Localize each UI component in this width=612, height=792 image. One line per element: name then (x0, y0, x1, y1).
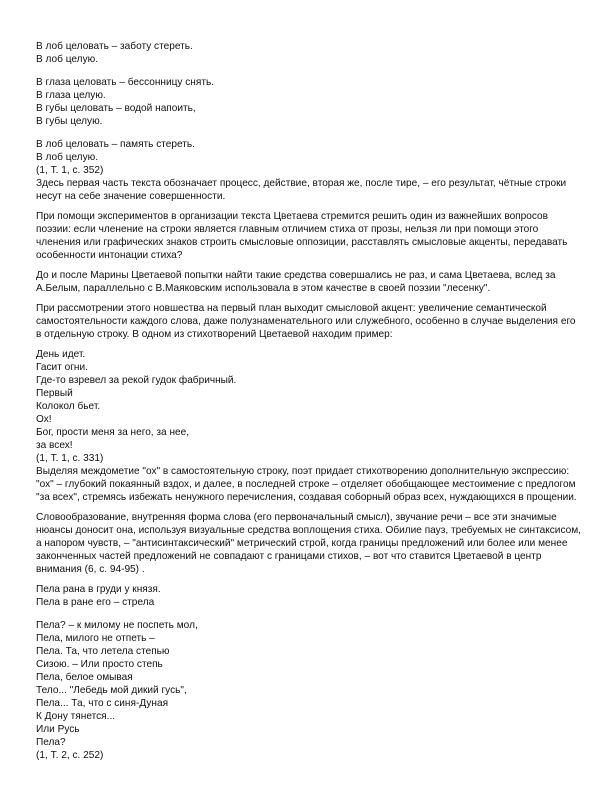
verse-line: Первый (36, 388, 73, 399)
verse-line: Пела? – к милому не поспеть мол, (36, 620, 198, 631)
verse-line: Пела рана в груди у князя. (36, 584, 161, 595)
paragraph: Здесь первая часть текста обозначает процесс, действие, вторая же, после тире, – его результат, чётные строки несут на себе значение совершенности. (36, 178, 567, 202)
verse-stanza-5 (36, 583, 582, 609)
citation: (1, Т. 2, с. 252) (36, 750, 104, 761)
verse-line: В губы целовать – водой напоить, (36, 103, 196, 114)
verse-line: Где-то взревел за рекой гудок фабричный. (36, 375, 237, 386)
verse-line: В лоб целовать – память стереть. (36, 139, 195, 150)
verse-line: Гасит огни. (36, 362, 88, 373)
paragraph: Выделяя междометие "ох" в самостоятельную строку, поэт придает стихотворению дополнительную экспрессию: "ох" – глубокий покаянный вздох, и далее, в последней строке – отделяет обобщающее местоимение с предлогом "за всех", стремясь избежать ненужного перечисления, создавая соборный образ всех, нуждающихся в прощении. (36, 466, 577, 503)
verse-line: В лоб целовать – заботу стереть. (36, 41, 193, 52)
verse-line: Или Русь (36, 724, 80, 735)
verse-line: В глаза целую. (36, 90, 106, 101)
verse-line: Пела, милого не отпеть – (36, 633, 155, 644)
verse-line: В лоб целую. (36, 54, 98, 65)
verse-stanza-3 (36, 138, 582, 177)
verse-line: за всех! (36, 440, 73, 451)
verse-line: В глаза целовать – бессонницу снять. (36, 77, 215, 88)
verse-line: К Дону тянется... (36, 711, 116, 722)
verse-stanza-1 (36, 40, 582, 66)
verse-line: Пела. Та, что летела степью (36, 646, 170, 657)
verse-line: Ох! (36, 414, 52, 425)
verse-stanza-4 (36, 348, 582, 465)
paragraph: До и после Марины Цветаевой попытки найти такие средства совершались не раз, и сама Цветаева, вслед за А.Белым, параллельно с В.Маяковским использовала в этом качестве в своей поэзии "лесенку". (36, 270, 556, 294)
paragraph: При помощи экспериментов в организации текста Цветаева стремится решить один из важнейших вопросов поэзии: если членение на строки является главным отличием стиха от прозы, нельзя ли при помощи этого членения или графических знаков строить смысловые оппозиции, расставлять смысловые акценты, передавать особенности интонации стиха? (36, 211, 568, 261)
verse-line: Пела? (36, 737, 66, 748)
paragraph: При рассмотрении этого новшества на первый план выходит смысловой акцент: увеличение семантической самостоятельности каждого слова, даже полузнаменательного или служебного, особенно в случае выделения его в отдельную строку. В одном из стихотворений Цветаевой находим пример: (36, 303, 576, 340)
verse-line: День идет. (36, 349, 86, 360)
citation: (1, Т. 1, с. 331) (36, 453, 104, 464)
verse-line: Тело... "Лебедь мой дикий гусь", (36, 685, 187, 696)
verse-line: В лоб целую. (36, 152, 98, 163)
verse-line: В губы целую. (36, 116, 103, 127)
citation: (1, Т. 1, с. 352) (36, 165, 104, 176)
verse-line: Пела, белое омывая (36, 672, 133, 683)
verse-line: Колокол бьет. (36, 401, 101, 412)
verse-line: Сизою. – Или просто степь (36, 659, 163, 670)
verse-line: Бог, прости меня за него, за нее, (36, 427, 190, 438)
verse-line: Пела... Та, что с синя-Дуная (36, 698, 169, 709)
paragraph: Словообразование, внутренняя форма слова (его первоначальный смысл), звучание речи – все эти значимые нюансы доносит она, используя визуальные средства воплощения стиха. Обилие пауз, требуемых не синтаксисом, а напором чувств, – "антисинтаксический" метрический строй, когда границы предложений или более или менее законченных частей предложений не совпадают с границами стихов, – вот что ставится Цветаевой в центр внимания (6, с. 94-95) . (36, 512, 581, 575)
verse-stanza-2 (36, 76, 582, 128)
verse-line: Пела в ране его – стрела (36, 597, 155, 608)
verse-stanza-6 (36, 619, 582, 762)
